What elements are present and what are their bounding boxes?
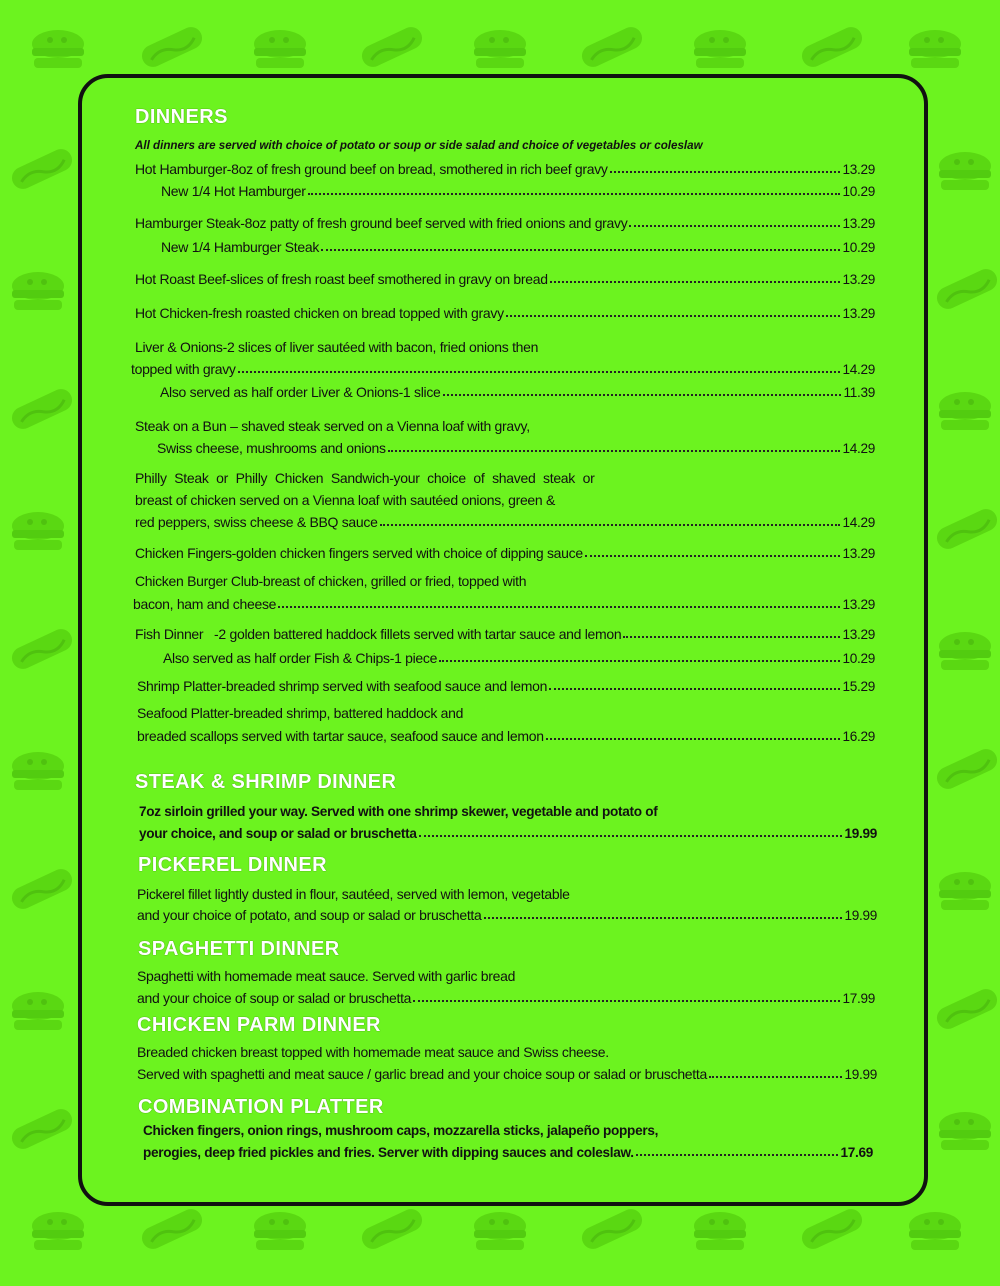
spaghetti-line2 xyxy=(137,990,875,1006)
menu-item-steak-bun-line2 xyxy=(157,440,875,456)
item-text: red peppers, swiss cheese & BBQ sauce xyxy=(135,514,378,530)
menu-item-chicken-burger-club-line2 xyxy=(133,596,875,612)
section-title-dinners: DINNERS xyxy=(135,106,228,128)
menu-item-fish-chips-half xyxy=(163,650,875,666)
item-price: 14.29 xyxy=(842,441,875,456)
item-text: Pickerel fillet lightly dusted in flour, sautéed, served with lemon, vegetable xyxy=(137,886,570,902)
menu-item-hamburger-steak xyxy=(135,215,875,231)
item-text: Spaghetti with homemade meat sauce. Served with garlic bread xyxy=(137,968,516,984)
item-price: 11.39 xyxy=(843,385,875,400)
spaghetti-line1 xyxy=(137,968,515,984)
item-price: 10.29 xyxy=(842,240,875,255)
item-text: Swiss cheese, mushrooms and onions xyxy=(157,440,386,456)
item-price: 13.29 xyxy=(842,597,875,612)
item-price: 13.29 xyxy=(842,272,875,287)
pickerel-line1 xyxy=(137,886,570,902)
menu-item-philly-line3 xyxy=(135,514,875,530)
item-text: 7oz sirloin grilled your way. Served with one shrimp skewer, vegetable and potato of xyxy=(139,804,658,819)
item-text: perogies, deep fried pickles and fries. Server with dipping sauces and coleslaw. xyxy=(143,1145,634,1160)
item-text: Also served as half order Fish & Chips-1 piece xyxy=(163,650,438,666)
menu-item-fish-dinner xyxy=(135,626,875,642)
section-title-pickerel: PICKEREL DINNER xyxy=(138,854,327,876)
item-text: Breaded chicken breast topped with homemade meat sauce and Swiss cheese. xyxy=(137,1044,609,1060)
item-price: 13.29 xyxy=(842,216,875,231)
menu-item-liver-onions-line1 xyxy=(135,339,538,355)
item-price: 19.99 xyxy=(844,1067,877,1082)
menu-item-hot-roast-beef xyxy=(135,271,875,287)
menu-item-hot-hamburger xyxy=(135,161,875,177)
menu-item-hot-chicken xyxy=(135,305,875,321)
item-price: 13.29 xyxy=(842,546,875,561)
item-text: Served with spaghetti and meat sauce / garlic bread and your choice soup or salad or bruschetta xyxy=(137,1066,707,1082)
item-text: Hot Chicken-fresh roasted chicken on bread topped with gravy xyxy=(135,305,504,321)
item-price: 13.29 xyxy=(842,627,875,642)
item-price: 13.29 xyxy=(842,306,875,321)
item-text: topped with gravy xyxy=(131,361,236,377)
section-title-combination: COMBINATION PLATTER xyxy=(138,1096,384,1118)
menu-item-quarter-hamburger-steak xyxy=(161,239,875,255)
item-text: and your choice of potato, and soup or salad or bruschetta xyxy=(137,907,482,923)
menu-item-seafood-platter-line2 xyxy=(137,728,875,744)
item-text: Seafood Platter-breaded shrimp, battered haddock and xyxy=(137,705,464,721)
item-price: 16.29 xyxy=(842,729,875,744)
item-price: 17.69 xyxy=(840,1145,873,1160)
item-price: 10.29 xyxy=(842,651,875,666)
item-text: Fish Dinner -2 golden battered haddock fillets served with tartar sauce and lemon xyxy=(135,626,622,642)
item-text: breaded scallops served with tartar sauce, seafood sauce and lemon xyxy=(137,728,544,744)
item-price: 15.29 xyxy=(842,679,875,694)
pickerel-line2 xyxy=(137,907,877,923)
item-price: 10.29 xyxy=(842,184,875,199)
item-price: 17.99 xyxy=(842,991,875,1006)
menu-item-shrimp-platter xyxy=(137,678,875,694)
item-text: Hot Hamburger-8oz of fresh ground beef on bread, smothered in rich beef gravy xyxy=(135,161,608,177)
item-text: Hot Roast Beef-slices of fresh roast beef smothered in gravy on bread xyxy=(135,271,548,287)
menu-item-chicken-fingers xyxy=(135,545,875,561)
item-text: Chicken Fingers-golden chicken fingers served with choice of dipping sauce xyxy=(135,545,583,561)
steak-shrimp-line2 xyxy=(139,826,877,841)
item-text: Chicken Burger Club-breast of chicken, grilled or fried, topped with xyxy=(135,573,527,589)
item-text: Shrimp Platter-breaded shrimp served with seafood sauce and lemon xyxy=(137,678,548,694)
item-price: 19.99 xyxy=(844,826,877,841)
item-price: 14.29 xyxy=(842,515,875,530)
menu-item-seafood-platter-line1 xyxy=(137,705,463,721)
item-text: New 1/4 Hot Hamburger xyxy=(161,183,306,199)
item-text: Philly Steak or Philly Chicken Sandwich-your choice of shaved steak or xyxy=(135,470,595,486)
combination-line2 xyxy=(143,1145,873,1160)
chicken-parm-line1 xyxy=(137,1044,609,1060)
menu-item-liver-onions-line2 xyxy=(131,361,875,377)
combination-line1 xyxy=(143,1123,658,1138)
section-title-chicken-parm: CHICKEN PARM DINNER xyxy=(137,1014,381,1036)
item-text: Hamburger Steak-8oz patty of fresh ground beef served with fried onions and gravy xyxy=(135,215,628,231)
section-title-steak-shrimp: STEAK & SHRIMP DINNER xyxy=(135,771,397,793)
item-text: Steak on a Bun – shaved steak served on a Vienna loaf with gravy, xyxy=(135,418,530,434)
item-text: breast of chicken served on a Vienna loaf with sautéed onions, green & xyxy=(135,492,556,508)
item-text: bacon, ham and cheese xyxy=(133,596,277,612)
menu-item-quarter-hot-hamburger xyxy=(161,183,875,199)
item-text: Liver & Onions-2 slices of liver sautéed with bacon, fried onions then xyxy=(135,339,539,355)
section-title-spaghetti: SPAGHETTI DINNER xyxy=(138,938,340,960)
chicken-parm-line2 xyxy=(137,1066,877,1082)
dinners-note: All dinners are served with choice of potato or soup or side salad and choice of vegetables or coleslaw xyxy=(135,139,703,152)
item-text: Chicken fingers, onion rings, mushroom caps, mozzarella sticks, jalapeño poppers, xyxy=(143,1123,659,1138)
menu-item-philly-line1 xyxy=(135,470,594,486)
steak-shrimp-line1 xyxy=(139,804,657,819)
item-price: 13.29 xyxy=(842,162,875,177)
item-text: and your choice of soup or salad or bruschetta xyxy=(137,990,412,1006)
item-price: 14.29 xyxy=(842,362,875,377)
menu-item-philly-line2 xyxy=(135,492,555,508)
menu-item-liver-onions-half xyxy=(160,384,875,400)
menu-item-steak-bun-line1 xyxy=(135,418,530,434)
item-text: Also served as half order Liver & Onions-1 slice xyxy=(160,384,441,400)
item-text: New 1/4 Hamburger Steak xyxy=(161,239,320,255)
item-price: 19.99 xyxy=(844,908,877,923)
menu-item-chicken-burger-club-line1 xyxy=(135,573,526,589)
item-text: your choice, and soup or salad or bruschetta xyxy=(139,826,417,841)
